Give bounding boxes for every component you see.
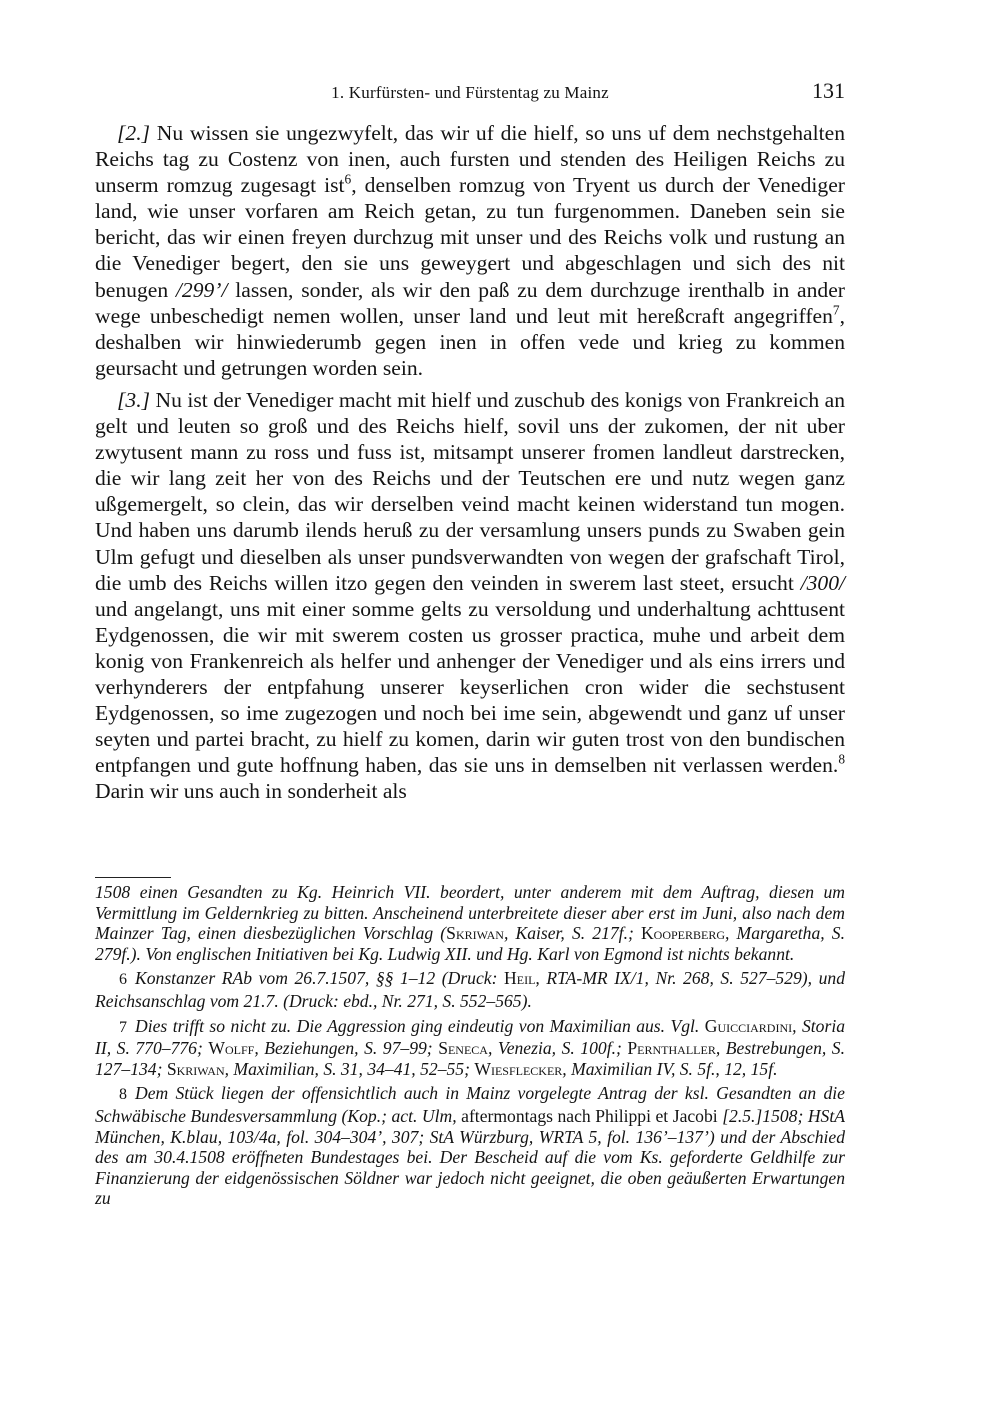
folio-marker: /300/ <box>800 570 845 595</box>
footnote-text: , RTA-MR IX/1, Nr. 268, S. 527–529), und Reichsanschlag vom 21.7. (Druck: ebd., Nr. 271, S. 552–565). <box>95 968 845 1011</box>
footnote-number: 6 <box>119 971 127 989</box>
author-name: Wiesflecker <box>474 1058 563 1079</box>
footnote-6 <box>95 968 845 1011</box>
section-mark-3: [3.] <box>117 387 151 412</box>
author-name: Heil <box>504 968 536 989</box>
paragraph-text: und angelangt, uns mit einer somme gelts zu versoldung und underhaltung achttusent Eydgenossen, die wir mit swerem costen us grosser practica, muhe und arbeit dem konig von Frankenreich als helfer und anhenger der Venediger und als eins irrers und verhynderers der entpfahung unserer keyserlichen cron wider die sechstusent Eydgenossen, so ime zugezogen und noch bei ime sein, abgewendt und ganz uf unser seyten und partei bracht, zu hielf zu komen, darin wir guten trost von den bundischen entpfangen und gute hoffnung haben, das sie uns in demselben nit verlassen werden. <box>95 596 845 778</box>
author-name: Wolff <box>208 1038 255 1059</box>
footnote-text: 1508 einen Gesandten zu Kg. Heinrich VII. beordert, unter anderem mit dem Auftrag, diesen um Vermittlung im Geldernkrieg zu bitten. Anscheinend unterbreitete dieser aber erst im Juni, also nach dem Mainzer Tag, einen diesbezüglichen Vorschlag ( <box>95 882 845 944</box>
footnote-text: , Storia II, S. 770–776; <box>95 1015 846 1059</box>
footnote-text: , Beziehungen, S. 97–99; <box>254 1038 439 1059</box>
footnote-text: Dies trifft so nicht zu. Die Aggression ging eindeutig von Maximilian aus. Vgl. <box>135 1015 705 1036</box>
date-quote: aftermontags nach Philippi et Jacobi <box>461 1105 718 1126</box>
footnote-ref-7[interactable]: 7 <box>832 302 840 318</box>
footnote-text: , Margaretha, S. 279f.). Von englischen Initiativen bei Kg. Ludwig XII. und Hg. Karl von Egmond ist nichts bekannt. <box>95 923 845 964</box>
paragraph-text: , deshalben wir hinwiederumb gegen inen in offen vede und krieg zu kommen geursacht und getrungen worden sein. <box>95 303 845 380</box>
author-name: Seneca <box>438 1038 488 1059</box>
page-number: 131 <box>812 78 845 103</box>
section-mark-2: [2.] <box>117 121 151 145</box>
footnotes <box>95 882 845 1213</box>
paragraph-text: , denselben romzug von Tryent us durch der Venediger land, wie unser vorfaren am Reich getan, zu tun furgenommen. Daneben sein sie bericht, das wir einen freyen durchzug mit unser und des Reichs volk und rustung an die Venediger begert, den sie uns geweygert und abgeschlagen und sich des nit benugen <box>95 173 845 302</box>
author-name: Skriwan <box>166 1058 225 1079</box>
footnote-continuation <box>95 882 845 964</box>
footnote-ref-8[interactable]: 8 <box>838 751 845 767</box>
author-name: Guicciardini <box>704 1015 793 1036</box>
footnote-number: 7 <box>119 1018 127 1036</box>
folio-marker: /299’/ <box>175 277 228 302</box>
main-text <box>95 120 845 804</box>
running-title: 1. Kurfürsten- und Fürstentag zu Mainz <box>331 83 609 102</box>
paragraph-3 <box>95 387 845 805</box>
paragraph-text: Darin wir uns auch in sonderheit als <box>95 779 407 804</box>
footnote-8 <box>95 1083 845 1209</box>
footnote-text: [2.5.]1508; HStA München, K.blau, 103/4a, fol. 304–304’, 307; StA Würzburg, WRTA 5, fol. 136’–137’) und der Abschied des am 30.4.1508 eröffneten Bundestages bei. Der Bescheid auf die vom Ks. geforderte Geldhilfe zur Finanzierung der eidgenössischen Söldner war jedoch nicht geeignet, die oben geäußerten Erwartungen zu <box>95 1105 845 1209</box>
footnote-text: , Kaiser, S. 217f.; <box>503 923 641 944</box>
author-name: Kooperberg <box>640 923 726 944</box>
paragraph-2 <box>95 120 845 381</box>
author-name: Skriwan <box>446 923 504 944</box>
footnote-text: , Venezia, S. 100f.; <box>487 1038 628 1059</box>
footnote-7 <box>95 1016 845 1080</box>
paragraph-text: lassen, sonder, als wir den paß zu dem durchzuge irenthalb in ander wege unbeschedigt nemen wollen, unser land und leut mit hereßcraft angegriffen <box>95 277 845 328</box>
page-header <box>95 78 845 110</box>
footnote-text: Dem Stück liegen der offensichtlich auch in Mainz vorgelegte Antrag der ksl. Gesandten an die Schwäbische Bundesversammlung (Kop.; act. Ulm, <box>95 1083 845 1126</box>
footnote-text: , Bestrebungen, S. 127–134; <box>95 1038 845 1079</box>
footnote-separator <box>95 877 171 878</box>
paragraph-text: Nu wissen sie ungezwyfelt, das wir uf die hielf, so uns uf dem nechstgehalten Reichs tag zu Costenz von inen, auch fursten und stenden des Heiligen Reichs zu unserm romzug zugesagt ist <box>95 121 845 198</box>
footnote-text: , Maximilian, S. 31, 34–41, 52–55; <box>224 1058 475 1079</box>
footnote-text: Konstanzer RAb vom 26.7.1507, §§ 1–12 (Druck: <box>135 968 505 989</box>
footnote-ref-6[interactable]: 6 <box>344 171 352 187</box>
author-name: Pernthaller <box>627 1038 716 1059</box>
footnote-number: 8 <box>119 1086 127 1104</box>
paragraph-text: Nu ist der Venediger macht mit hielf und zuschub des konigs von Frankreich an gelt und leuten so groß und des Reichs hielf, sovil uns der zukomen, der nit uber zwytusent mann zu ross und fuss ist, mitsampt unserer fromen landleut darstrecken, die wir lang zeit her von des Reichs und der Teutschen ere und nutz wegen ganz ußgemergelt, so clein, das wir derselben veind macht keinen widerstand tun mogen. Und haben uns darumb ilends heruß zu der versamlung unsers punds zu Swaben gein Ulm gefugt und dieselben als unser pundsverwandten von wegen der grafschaft Tirol, die umb des Reichs willen itzo gegen den veinden in swerem last steet, ersucht <box>95 387 845 595</box>
footnote-text: , Maximilian IV, S. 5f., 12, 15f. <box>562 1058 778 1079</box>
